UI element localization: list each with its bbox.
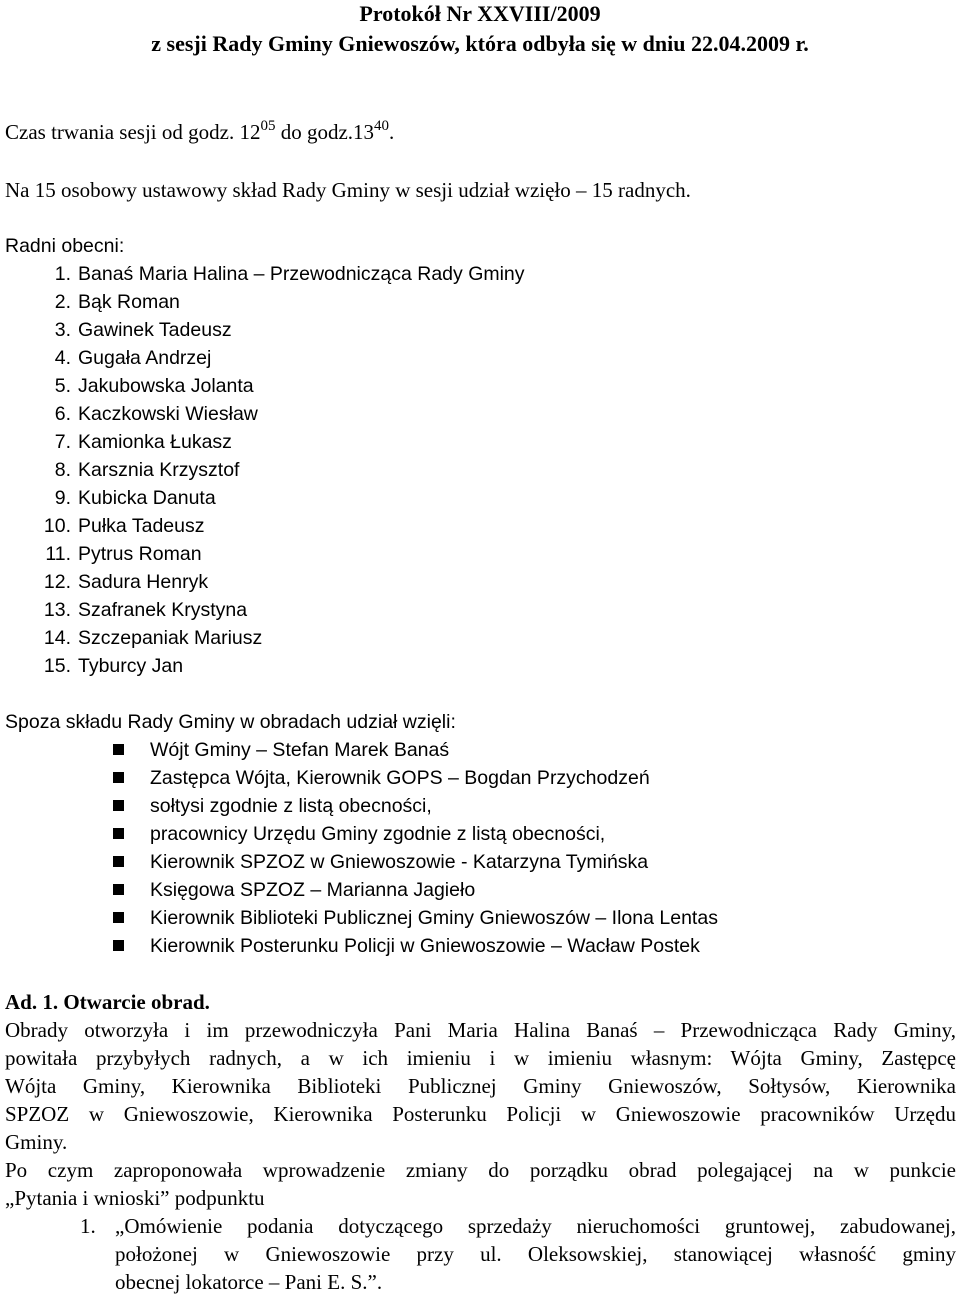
list-item-number: 6. (54, 403, 71, 425)
list-item: Kierownik SPZOZ w Gniewoszowie - Katarzyna Tymińska (150, 851, 649, 873)
list-item-number: 13. (43, 599, 71, 621)
list-item-number: 12. (43, 571, 71, 593)
list-item: Kaczkowski Wiesław (78, 403, 258, 425)
list-item: Pułka Tadeusz (78, 515, 205, 537)
list-item: Szafranek Krystyna (78, 599, 248, 621)
square-bullet-icon (113, 912, 124, 923)
square-bullet-icon (113, 884, 124, 895)
square-bullet-icon (113, 744, 124, 755)
square-bullet-icon (113, 800, 124, 811)
councillors-heading: Radni obecni: (5, 235, 125, 257)
list-item: Kierownik Biblioteki Publicznej Gminy Gniewoszów – Ilona Lentas (150, 907, 718, 929)
list-item-number: 1. (80, 1214, 96, 1238)
session-duration: Czas trwania sesji od godz. $12^{05}$ do $godz.13^{40}$. (5, 118, 395, 144)
list-item: Banaś Maria Halina – Przewodnicząca Rady Gminy (78, 263, 525, 285)
square-bullet-icon (113, 772, 124, 783)
list-item: Wójt Gminy – Stefan Marek Banaś (150, 739, 450, 761)
list-item: Zastępca Wójta, Kierownik GOPS – Bogdan Przychodzeń (150, 767, 650, 789)
list-item: Gawinek Tadeusz (78, 319, 232, 341)
paragraph-line: Obrady otworzyła i im przewodniczyła Pani Maria Halina Banaś – Przewodnicząca Rady Gminy, (5, 1018, 956, 1042)
list-item: Tyburcy Jan (78, 655, 184, 677)
list-item: sołtysi zgodnie z listą obecności, (150, 795, 432, 817)
list-item: Karsznia Krzysztof (78, 459, 240, 481)
list-item: Pytrus Roman (78, 543, 202, 565)
list-item: Sadura Henryk (78, 571, 209, 593)
list-item-number: 4. (54, 347, 71, 369)
list-item: Księgowa SPZOZ – Marianna Jagieło (150, 879, 476, 901)
list-item-number: 7. (54, 431, 71, 453)
list-item: Kierownik Posterunku Policji w Gniewoszowie – Wacław Postek (150, 935, 700, 957)
paragraph-line: „Pytania i wnioski” podpunktu (5, 1186, 265, 1210)
list-item: pracownicy Urzędu Gminy zgodnie z listą obecności, (150, 823, 606, 845)
list-item: Jakubowska Jolanta (78, 375, 254, 397)
square-bullet-icon (113, 940, 124, 951)
paragraph-line: obecnej lokatorce – Pani E. S.”. (115, 1270, 383, 1294)
list-item: Kamionka Łukasz (78, 431, 232, 453)
list-item: Gugała Andrzej (78, 347, 212, 369)
paragraph-line: położonej w Gniewoszowie przy ul. Oleksowskiej, stanowiącej własność gminy (115, 1242, 956, 1266)
list-item-number: 11. (45, 543, 71, 565)
paragraph-line: Gminy. (5, 1130, 68, 1154)
paragraph-line: Po czym zaproponowała wprowadzenie zmiany do porządku obrad polegającej na w punkcie (5, 1158, 956, 1182)
list-item-number: 15. (43, 655, 71, 677)
list-item-number: 1. (54, 263, 71, 285)
protocol-title: Protokół Nr XXVIII/2009 (359, 1, 601, 26)
paragraph-line: „Omówienie podania dotyczącego sprzedaży nieruchomości gruntowej, zabudowanej, (115, 1214, 956, 1238)
list-item: Kubicka Danuta (78, 487, 216, 509)
list-item: Bąk Roman (78, 291, 180, 313)
end-minutes: 40 (374, 118, 390, 134)
list-item-number: 10. (43, 515, 71, 537)
paragraph-line: Wójta Gminy, Kierownika Biblioteki Publicznej Gminy Gniewoszów, Sołtysów, Kierownika (5, 1074, 956, 1098)
protocol-subtitle: z sesji Rady Gminy Gniewoszów, która odbyła się w dniu 22.04.2009 r. (151, 31, 809, 56)
paragraph-line: powitała przybyłych radnych, a w ich imieniu i w imieniu własnym: Wójta Gminy, Zastępcę (5, 1046, 956, 1070)
list-item-number: 14. (43, 627, 71, 649)
attendance-text: Na 15 osobowy ustawowy skład Rady Gminy w sesji udział wzięło – 15 radnych. (5, 178, 691, 202)
guests-heading: Spoza składu Rady Gminy w obradach udział wzięli: (5, 711, 456, 733)
start-minutes: 05 (260, 118, 276, 134)
list-item-number: 2. (54, 291, 71, 313)
list-item: Szczepaniak Mariusz (78, 627, 263, 649)
list-item-number: 8. (54, 459, 71, 481)
square-bullet-icon (113, 856, 124, 867)
square-bullet-icon (113, 828, 124, 839)
list-item-number: 5. (54, 375, 71, 397)
paragraph-line: SPZOZ w Gniewoszowie, Kierownika Posterunku Policji w Gniewoszowie pracowników Urzędu (5, 1102, 956, 1126)
section-heading: Ad. 1. Otwarcie obrad. (5, 990, 210, 1014)
list-item-number: 3. (54, 319, 71, 341)
list-item-number: 9. (54, 487, 71, 509)
